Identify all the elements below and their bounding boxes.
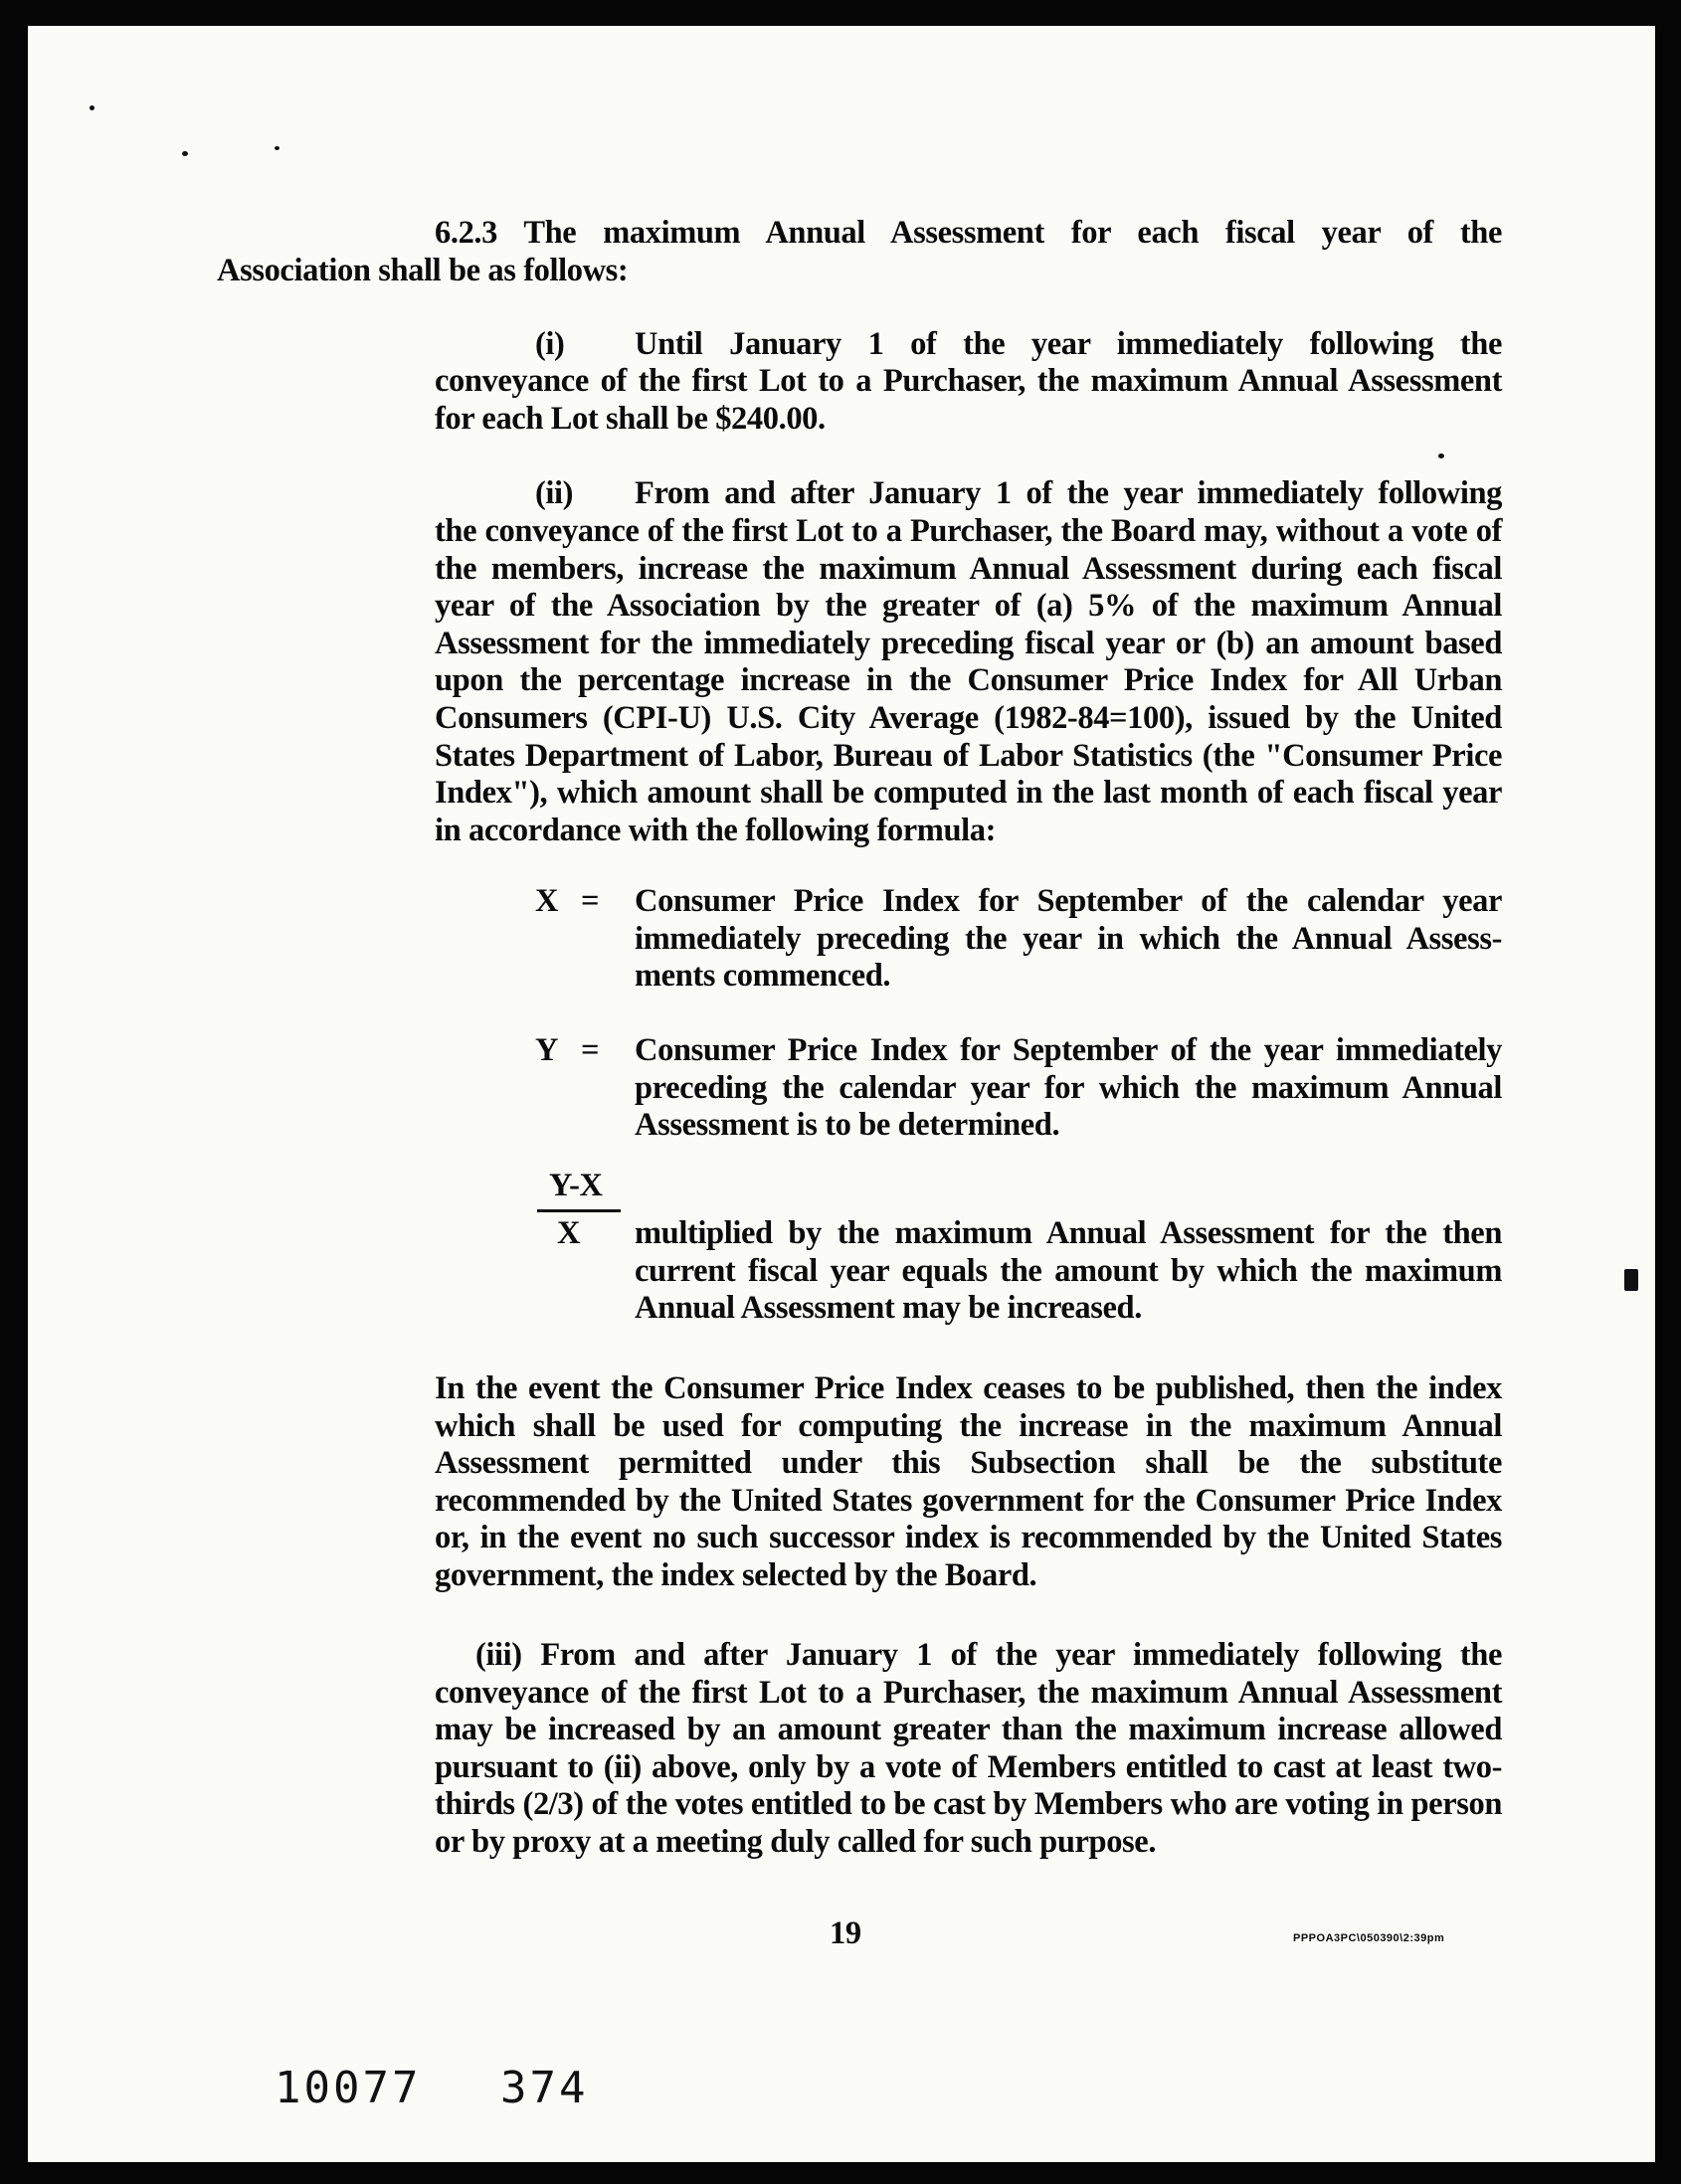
fraction-description: multiplied by the maximum Annual Assessment for the then current fiscal year equals the amount by which the maximum Annual Assessment may be increased. — [635, 1215, 1502, 1327]
item-i-first-line: Until January 1 of the year immediately following the — [635, 326, 1502, 362]
item-ii-body: the conveyance of the first Lot to a Purchaser, the Board may, without a vote of the members, increase the maximum Annual Assessment during each fiscal year of the Association by the greater of (a) 5% of the maximum Annual Assessment for the immediately preceding fiscal year or (b) an amount based upon the percentage increase in the Consumer Price Index for All Urban Consumers (CPI-U) U.S. City Average (1982-84=100), issued by the United States Department of Labor, Bureau of Labor Statistics (the "Consumer Price Index"), which amount shall be computed in the last month of each fiscal year in accordance with the following formula: — [435, 513, 1502, 848]
page-number: 19 — [830, 1915, 861, 1951]
document-code: PPPOA3PC\050390\2:39pm — [1293, 1932, 1445, 1944]
item-ii-first-line: From and after January 1 of the year immediately following — [635, 475, 1502, 511]
scan-speck — [275, 146, 280, 150]
scan-speck — [182, 151, 188, 156]
formula-y-equals: = — [581, 1032, 600, 1068]
scan-speck — [1624, 1269, 1638, 1291]
fraction-numerator: Y-X — [549, 1168, 603, 1203]
scan-speck — [1438, 454, 1444, 458]
formula-y-symbol: Y — [535, 1032, 559, 1068]
scan-speck — [90, 105, 94, 110]
cpi-substitute-paragraph: In the event the Consumer Price Index ceases to be published, then the index which shall be used for computing the increase in the maximum Annual Assessment permitted under this Subsection shall be the substitute recommended by the United States government for the Consumer Price Index or, in the event no such successor index is recommended by the United States government, the index selected by the Board. — [435, 1370, 1502, 1593]
formula-x-definition: Consumer Price Index for September of the calendar year immediately preceding the year in which the Annual Assess- ments commenced. — [635, 883, 1502, 995]
recording-number-right: 374 — [500, 2063, 589, 2113]
formula-x-equals: = — [581, 883, 600, 919]
recording-number-left: 10077 — [275, 2063, 422, 2113]
formula-y-definition: Consumer Price Index for September of the year immediately preceding the calendar year for which the maximum Annual Assessment is to be determined. — [635, 1032, 1502, 1144]
item-ii-label: (ii) — [535, 475, 574, 511]
document-page — [28, 26, 1655, 2162]
fraction-denominator: X — [557, 1215, 581, 1251]
section-intro-line2: Association shall be as follows: — [217, 253, 629, 288]
item-iii-paragraph: (iii) From and after January 1 of the year immediately following the conveyance of the first Lot to a Purchaser, the maximum Annual Assessment may be increased by an amount greater than the maximum increase allowed pursuant to (ii) above, only by a vote of Members entitled to cast at least two-thirds (2/3) of the votes entitled to be cast by Members who are voting in person or by proxy at a meeting duly called for such purpose. — [435, 1637, 1502, 1860]
item-i-body: conveyance of the first Lot to a Purchaser, the maximum Annual Assessment for each Lot shall be $240.00. — [435, 363, 1502, 437]
section-intro-line1: 6.2.3 The maximum Annual Assessment for each fiscal year of the — [435, 215, 1502, 251]
item-i-label: (i) — [535, 326, 565, 362]
fraction-bar — [537, 1209, 621, 1212]
formula-x-symbol: X — [535, 883, 559, 919]
